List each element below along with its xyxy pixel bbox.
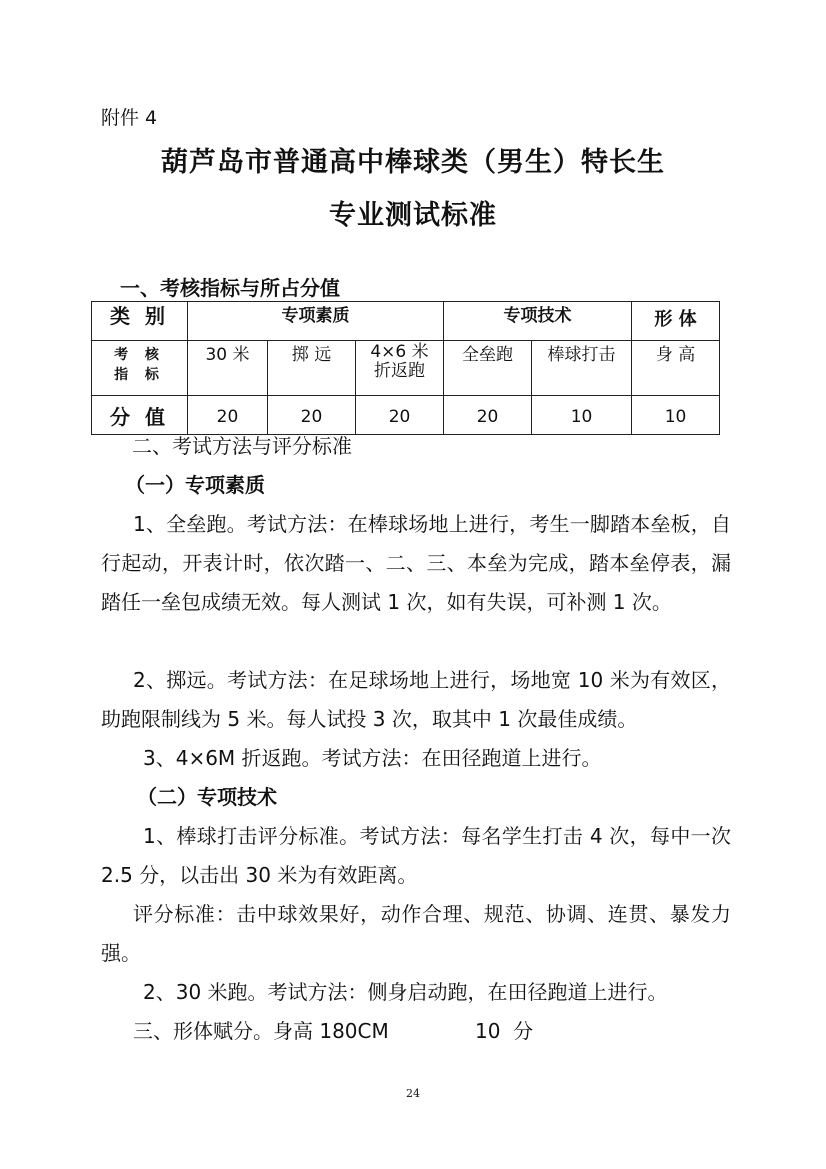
category-header: 类 别 <box>92 302 188 341</box>
indicator-label-line2: 指 标 <box>114 367 165 383</box>
indicator-throw: 掷 远 <box>268 341 356 396</box>
indicator-height: 身 高 <box>632 341 720 396</box>
score-value: 10 <box>632 396 720 435</box>
attachment-label: 附件 4 <box>101 107 158 129</box>
section2-heading: 二、考试方法与评分标准 <box>132 434 352 458</box>
quality-group-header: 专项素质 <box>188 302 444 341</box>
table-row <box>92 341 720 396</box>
document-title-line1: 葫芦岛市普通高中棒球类（男生）特长生 <box>161 147 665 178</box>
paragraph-batting: 1、棒球打击评分标准。考试方法：每名学生打击 4 次，每中一次 2.5 分，以击出 30 米为有效距离。 <box>101 824 731 887</box>
skill-group-header: 专项技术 <box>444 302 632 341</box>
indicator-home-run: 全垒跑 <box>444 341 532 396</box>
paragraph-home-run: 1、全垒跑。考试方法：在棒球场地上进行，考生一脚踏本垒板，自行起动，开表计时，依次踏一、二、三、本垒为完成，踏本垒停表，漏踏任一垒包成绩无效。每人测试 1 次，如有失误，可补测 1 次。 <box>101 512 731 614</box>
indicator-shuttle-line1: 4×6 米 <box>370 342 429 362</box>
score-value: 20 <box>188 396 268 435</box>
score-value: 10 <box>532 396 632 435</box>
section3-score: 10 分 <box>475 1019 534 1043</box>
indicator-30m: 30 米 <box>188 341 268 396</box>
subsection1-heading: （一）专项素质 <box>125 473 265 497</box>
paragraph-30m: 2、30 米跑。考试方法：侧身启动跑，在田径跑道上进行。 <box>143 980 668 1004</box>
paragraph-throw: 2、掷远。考试方法：在足球场地上进行，场地宽 10 米为有效区，助跑限制线为 5 米。每人试投 3 次，取其中 1 次最佳成绩。 <box>101 668 731 731</box>
score-value: 20 <box>268 396 356 435</box>
table-row <box>92 302 720 341</box>
indicator-batting: 棒球打击 <box>532 341 632 396</box>
document-title-line2: 专业测试标准 <box>329 200 497 231</box>
page-number: 24 <box>406 1087 420 1100</box>
score-table <box>91 301 720 435</box>
section1-heading: 一、考核指标与所占分值 <box>120 276 340 300</box>
body-group-header: 形 体 <box>632 302 720 341</box>
score-value: 20 <box>356 396 444 435</box>
paragraph-shuttle: 3、4×6M 折返跑。考试方法：在田径跑道上进行。 <box>143 746 602 770</box>
score-label: 分 值 <box>92 396 188 435</box>
subsection2-heading: （二）专项技术 <box>137 785 277 809</box>
indicator-shuttle <box>356 341 444 396</box>
indicator-label-line1: 考 核 <box>114 347 165 363</box>
score-value: 20 <box>444 396 532 435</box>
paragraph-scoring: 评分标准：击中球效果好，动作合理、规范、协调、连贯、暴发力强。 <box>101 902 731 965</box>
indicator-shuttle-line2: 折返跑 <box>374 361 425 381</box>
indicator-label <box>92 341 188 396</box>
section3-text: 三、形体赋分。身高 180CM <box>133 1019 389 1043</box>
